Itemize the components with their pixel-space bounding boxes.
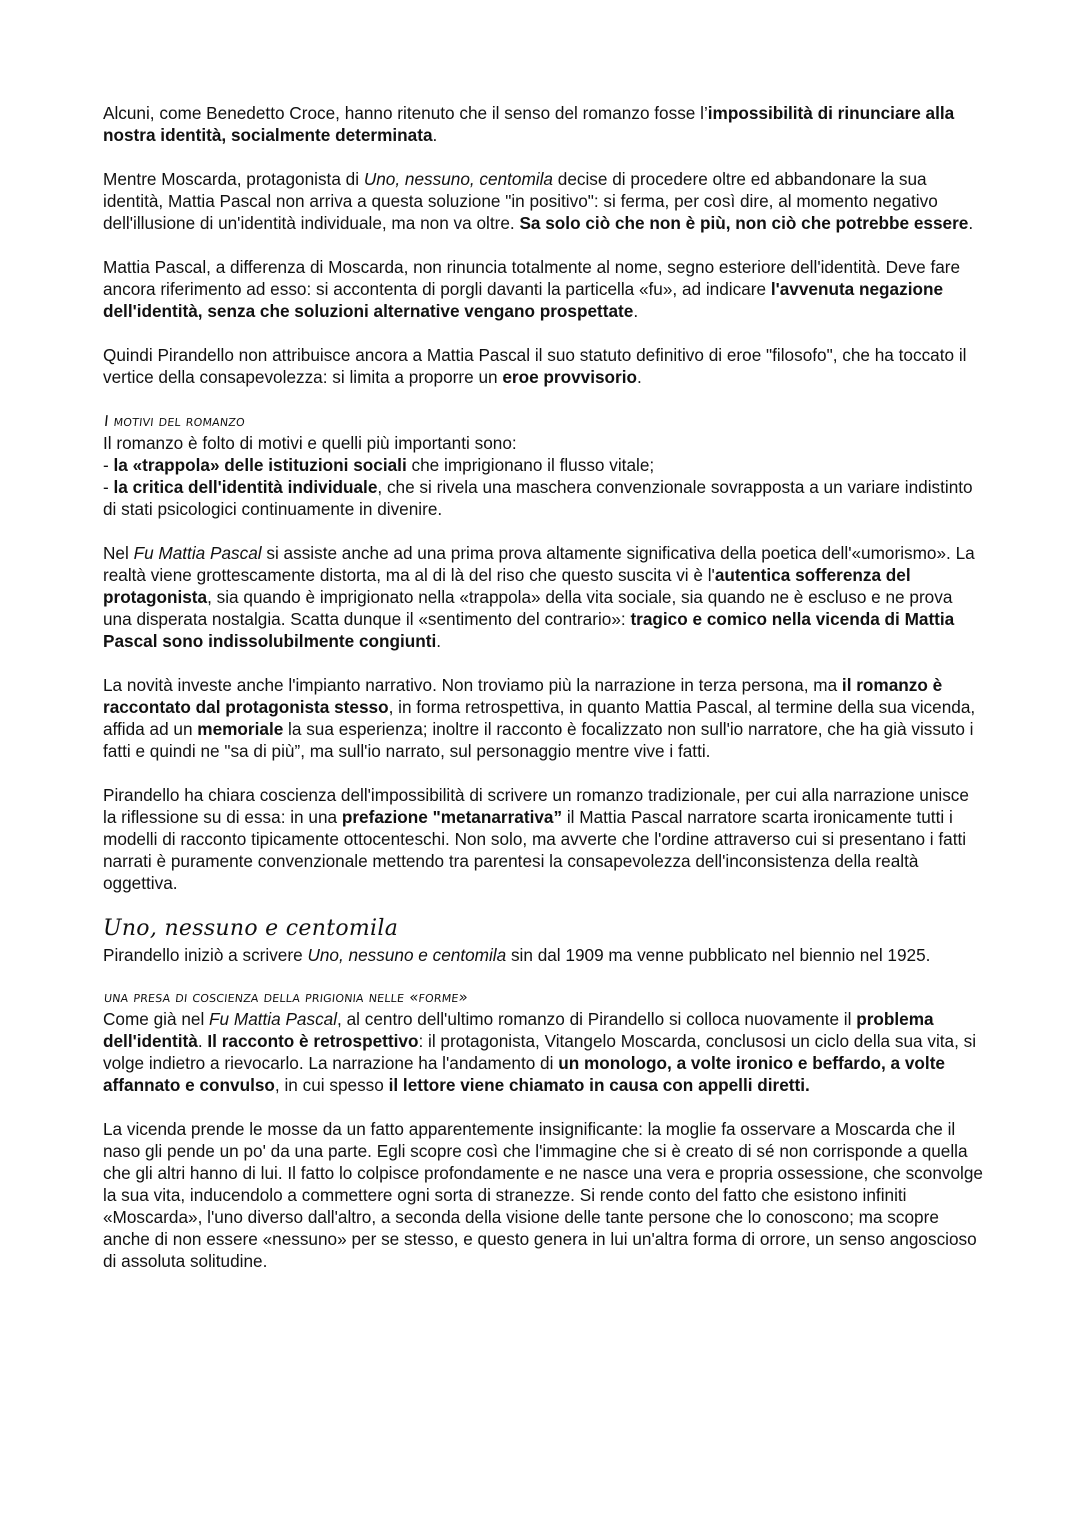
list-intro: Il romanzo è folto di motivi e quelli più importanti sono: [103, 433, 517, 453]
bold-phrase: l'avvenuta negazione dell'identità, senza che soluzioni alternative vengano prospettate [103, 279, 944, 321]
paragraph-motivi-list [103, 432, 983, 520]
bold-phrase: Il racconto è retrospettivo [207, 1031, 419, 1051]
bold-phrase: il lettore viene chiamato in causa con appelli diretti. [388, 1075, 810, 1095]
bold-phrase: autentica sofferenza del protagonista [103, 565, 911, 607]
bold-phrase: impossibilità di rinunciare alla nostra identità, socialmente determinata [103, 103, 955, 145]
section-heading-prigionia: una presa di coscienza della prigionia nelle «forme» [103, 988, 470, 1006]
paragraph-nome: Mattia Pascal, a differenza di Moscarda, non rinuncia totalmente al nome, segno esteriore dell'identità. Deve fare ancora riferimento ad esso: si accontenta di porgli davanti la particella «fu», ad indicare l'avvenuta negazione dell'identità, senza che soluzioni alternative vengano prospettate. [103, 257, 961, 321]
section-heading-uno-nessuno: Uno, nessuno e centomila [103, 916, 399, 941]
bold-phrase: eroe provvisorio [502, 367, 638, 387]
paragraph-umorismo: Nel Fu Mattia Pascal si assiste anche ad una prima prova altamente significativa della poetica dell'«umorismo». La realtà viene grottescamente distorta, ma al di là del riso che questo suscita vi è l'autentica sofferenza del protagonista, sia quando è imprigionato nella «trappola» della vita sociale, sia quando ne è escluso e ne prova una disperata nostalgia. Scatta dunque il «sentimento del contrario»: tragico e comico nella vicenda di Mattia Pascal sono indissolubilmente congiunti. [103, 543, 975, 651]
paragraph-eroe: Quindi Pirandello non attribuisce ancora a Mattia Pascal il suo statuto definitivo di eroe "filosofo", che ha toccato il vertice della consapevolezza: si limita a proporre un eroe provvisorio. [103, 345, 967, 387]
book-title: Uno, nessuno e centomila [307, 945, 507, 965]
paragraph-vicenda: La vicenda prende le mosse da un fatto apparentemente insignificante: la moglie fa osservare a Moscarda che il naso gli pende un po' da una parte. Egli scopre così che l'immagine che si è creato di sé non corrisponde a quella che gli altri hanno di lui. Il fatto lo colpisce profondamente e ne nasce una vera e propria ossessione, che sconvolge la sua vita, inducendolo a commettere ogni sorta di stranezze. Si rende conto del fatto che esistono infiniti «Moscarda», l'uno diverso dall'altro, a seconda della visione delle tante persone che lo conoscono; ma scopre anche di non essere «nessuno» per se stesso, e questo genera in lui un'altra forma di orrore, un senso angoscioso di assoluta solitudine. [103, 1119, 983, 1271]
list-item: - la «trappola» delle istituzioni sociali che imprigionano il flusso vitale; [103, 455, 655, 475]
paragraph-identita: Come già nel Fu Mattia Pascal, al centro dell'ultimo romanzo di Pirandello si colloca nuovamente il problema dell'identità. Il racconto è retrospettivo: il protagonista, Vitangelo Moscarda, conclusosi un ciclo della sua vita, si volge indietro a rievocarlo. La narrazione ha l'andamento di un monologo, a volte ironico e beffardo, a volte affannato e convulso, in cui spesso il lettore viene chiamato in causa con appelli diretti. [103, 1009, 977, 1095]
bold-phrase: tragico e comico nella vicenda di Mattia Pascal sono indissolubilmente congiunti [103, 609, 955, 651]
bold-phrase: il romanzo è raccontato dal protagonista stesso [103, 675, 943, 717]
bold-phrase: memoriale [197, 719, 284, 739]
paragraph-metanarrativa: Pirandello ha chiara coscienza dell'impossibilità di scrivere un romanzo tradizionale, per cui alla narrazione unisce la riflessione su di essa: in una prefazione "metanarrativa” il Mattia Pascal narratore scarta ironicamente tutti i modelli di racconto tipicamente ottocenteschi. Non solo, ma avverte che l'ordine attraverso cui si presentano i fatti narrati è puramente convenzionale mettendo tra parentesi la consapevolezza dell'inconsistenza della realtà oggettiva. [103, 785, 969, 893]
bold-phrase: Sa solo ciò che non è più, non ciò che potrebbe essere [519, 213, 969, 233]
paragraph-pubblicazione: Pirandello iniziò a scrivere Uno, nessuno e centomila sin dal 1909 ma venne pubblicato nel biennio nel 1925. [103, 945, 931, 965]
book-title: Fu Mattia Pascal [133, 543, 262, 563]
book-title: Uno, nessuno, centomila [363, 169, 553, 189]
paragraph-moscarda: Mentre Moscarda, protagonista di Uno, nessuno, centomila decise di procedere oltre ed abbandonare la sua identità, Mattia Pascal non arriva a questa soluzione "in positivo": si ferma, per così dire, al momento negativo dell'illusione di un'identità individuale, ma non va oltre. Sa solo ciò che non è più, non ciò che potrebbe essere. [103, 169, 974, 233]
list-item: - la critica dell'identità individuale, che si rivela una maschera convenzionale sovrapposta a un variare indistinto di stati psicologici continuamente in divenire. [103, 477, 973, 519]
paragraph-impianto-narrativo: La novità investe anche l'impianto narrativo. Non troviamo più la narrazione in terza persona, ma il romanzo è raccontato dal protagonista stesso, in forma retrospettiva, in quanto Mattia Pascal, al termine della sua vicenda, affida ad un memoriale la sua esperienza; inoltre il racconto è focalizzato non sull'io narratore, che ha già vissuto i fatti e quindi ne "sa di più”, ma sull'io narrato, sul personaggio mentre vive i fatti. [103, 675, 976, 761]
bold-phrase: problema dell'identità [103, 1009, 934, 1051]
document-page [103, 102, 983, 1294]
bold-phrase: un monologo, a volte ironico e beffardo, a volte affannato e convulso [103, 1053, 945, 1095]
bold-phrase: prefazione "metanarrativa” [341, 807, 563, 827]
book-title: Fu Mattia Pascal [209, 1009, 338, 1029]
section-heading-motivi: I motivi del romanzo [103, 412, 247, 430]
paragraph-croce: Alcuni, come Benedetto Croce, hanno ritenuto che il senso del romanzo fosse l’impossibilità di rinunciare alla nostra identità, socialmente determinata. [103, 103, 955, 145]
